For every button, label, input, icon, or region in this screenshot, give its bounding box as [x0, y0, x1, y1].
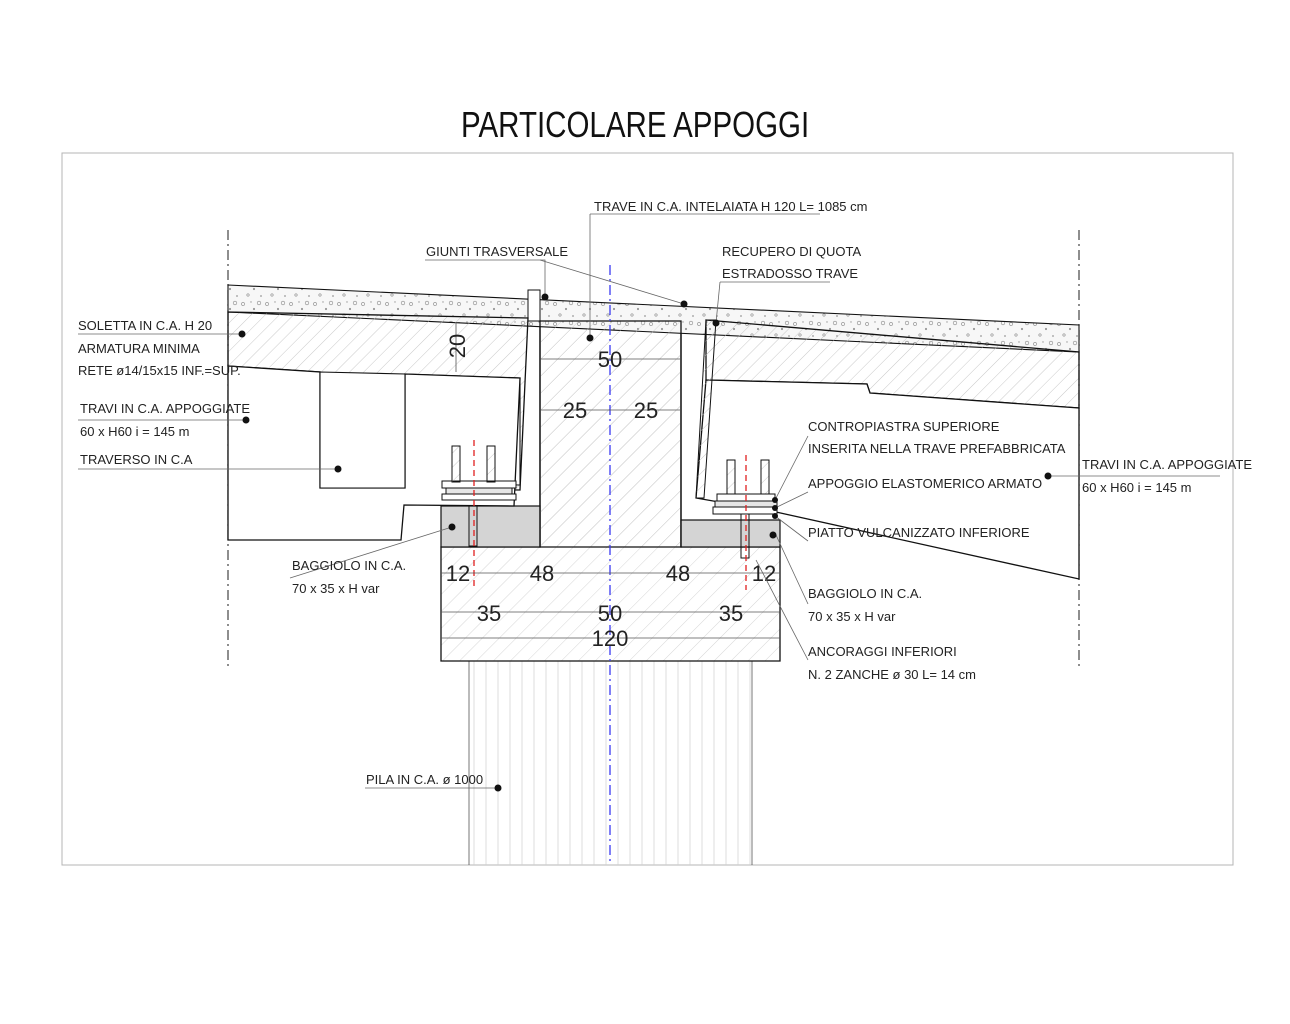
label-soletta-1: SOLETTA IN C.A. H 20 [78, 318, 213, 333]
label-contropiastra-1: CONTROPIASTRA SUPERIORE [808, 419, 1000, 434]
label-baggiolo-right-2: 70 x 35 x H var [808, 609, 896, 624]
dim-slab-thickness: 20 [445, 333, 470, 359]
dim-inner-right: 48 [665, 561, 691, 586]
label-giunti: GIUNTI TRASVERSALE [426, 244, 569, 259]
dim-beam-half-right: 25 [633, 398, 659, 423]
dim-beam-half-left: 25 [562, 398, 588, 423]
label-travi-right-1: TRAVI IN C.A. APPOGGIATE [1082, 457, 1252, 472]
label-baggiolo-right-1: BAGGIOLO IN C.A. [808, 586, 923, 601]
label-soletta-2: ARMATURA MINIMA [78, 341, 200, 356]
label-travi-left-1: TRAVI IN C.A. APPOGGIATE [80, 401, 250, 416]
pedestal-left [441, 506, 540, 547]
label-appoggio: APPOGGIO ELASTOMERICO ARMATO [808, 476, 1043, 491]
label-baggiolo-left-2: 70 x 35 x H var [292, 581, 380, 596]
label-ancoraggi-2: N. 2 ZANCHE ø 30 L= 14 cm [808, 667, 976, 682]
label-baggiolo-left-1: BAGGIOLO IN C.A. [292, 558, 407, 573]
left-traverse [320, 372, 405, 488]
label-trave: TRAVE IN C.A. INTELAIATA H 120 L= 1085 cm [594, 199, 868, 214]
dim-seat-right: 35 [718, 601, 744, 626]
label-contropiastra-2: INSERITA NELLA TRAVE PREFABBRICATA [808, 441, 1066, 456]
dim-edge-left: 12 [445, 561, 471, 586]
label-piatto: PIATTO VULCANIZZATO INFERIORE [808, 525, 1030, 540]
label-travi-right-2: 60 x H60 i = 145 m [1082, 480, 1192, 495]
dim-seat-mid: 50 [597, 601, 623, 626]
dim-total-width: 120 [591, 626, 629, 651]
pedestal-right [681, 520, 780, 547]
label-soletta-3: RETE ø14/15x15 INF.=SUP. [78, 363, 241, 378]
drawing-title: PARTICOLARE APPOGGI [461, 104, 810, 145]
dim-beam-width: 50 [597, 347, 623, 372]
dim-inner-left: 48 [529, 561, 555, 586]
label-traverso: TRAVERSO IN C.A [80, 452, 193, 467]
label-recupero-1: RECUPERO DI QUOTA [722, 244, 862, 259]
label-travi-left-2: 60 x H60 i = 145 m [80, 424, 190, 439]
label-recupero-2: ESTRADOSSO TRAVE [722, 266, 859, 281]
label-ancoraggi-1: ANCORAGGI INFERIORI [808, 644, 957, 659]
dim-seat-left: 35 [476, 601, 502, 626]
label-pila: PILA IN C.A. ø 1000 [366, 772, 484, 787]
transverse-joint [528, 290, 540, 321]
dim-edge-right: 12 [751, 561, 777, 586]
